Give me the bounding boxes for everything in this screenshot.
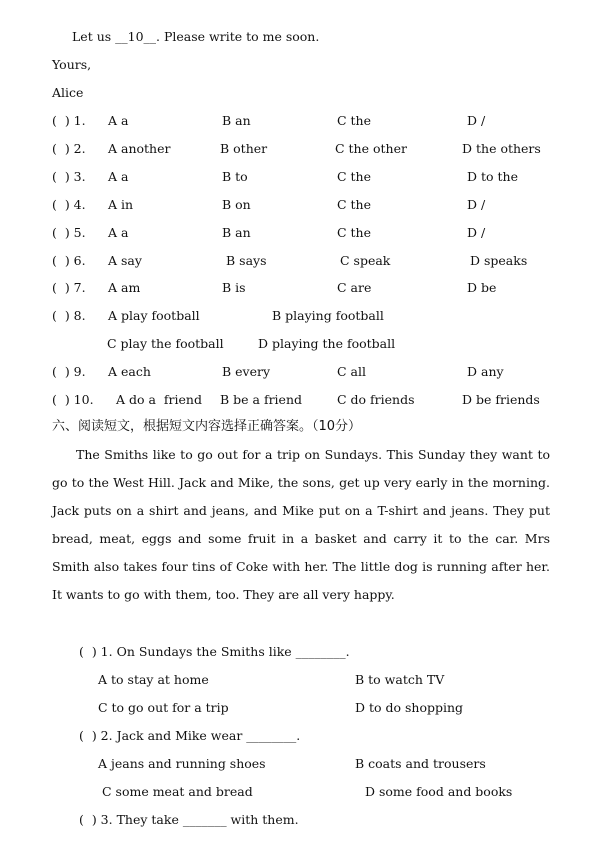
option-b: B an	[222, 113, 251, 128]
option-d: D be	[467, 280, 497, 295]
option-c: C do friends	[337, 392, 415, 407]
option-b: B to	[222, 169, 248, 184]
option-d: D to do shopping	[355, 700, 464, 715]
option-c: C the	[337, 225, 372, 240]
option-b: B every	[222, 364, 271, 379]
option-a: A am	[108, 280, 141, 295]
option-b: B says	[226, 253, 267, 268]
option-c: C the	[337, 197, 372, 212]
option-d: D any	[467, 364, 504, 379]
question-number: ( ) 10.	[52, 392, 94, 407]
question-number: ( ) 2.	[52, 141, 86, 156]
option-d: D some food and books	[365, 784, 513, 799]
option-c: C to go out for a trip	[98, 700, 229, 715]
option-b: B an	[222, 225, 251, 240]
option-b: B playing football	[272, 308, 384, 323]
question-number: ( ) 6.	[52, 253, 86, 268]
option-a: A each	[108, 364, 151, 379]
option-a: A in	[108, 197, 134, 212]
question-stem: ( ) 2. Jack and Mike wear ________.	[79, 728, 301, 743]
question-number: ( ) 8.	[52, 308, 86, 323]
option-c: C speak	[340, 253, 391, 268]
option-a: A do a friend	[116, 392, 202, 407]
option-a: A a	[108, 225, 129, 240]
option-b: B be a friend	[220, 392, 303, 407]
option-b: B coats and trousers	[355, 756, 486, 771]
option-d: D /	[467, 225, 486, 240]
question-number: ( ) 1.	[52, 113, 86, 128]
question-stem: ( ) 3. They take _______ with them.	[79, 812, 299, 827]
question-number: ( ) 7.	[52, 280, 86, 295]
option-d: D /	[467, 113, 486, 128]
question-number: ( ) 5.	[52, 225, 86, 240]
question-stem: ( ) 1. On Sundays the Smiths like ________.	[79, 644, 350, 659]
option-a: A jeans and running shoes	[98, 756, 266, 771]
option-c: C are	[337, 280, 372, 295]
option-d: D the others	[462, 141, 541, 156]
option-c: C the	[337, 169, 372, 184]
option-a: A another	[108, 141, 171, 156]
option-a: A a	[108, 169, 129, 184]
letter-signature: Alice	[52, 85, 84, 100]
option-d: D be friends	[462, 392, 540, 407]
question-number: ( ) 3.	[52, 169, 86, 184]
option-d: D /	[467, 197, 486, 212]
section-heading: 六、阅读短文，根据短文内容选择正确答案。（10分）	[52, 419, 362, 434]
question-number: ( ) 9.	[52, 364, 86, 379]
option-c: C the other	[335, 141, 407, 156]
option-a: A play football	[108, 308, 200, 323]
letter-closing-line: Let us __10__. Please write to me soon.	[72, 29, 320, 44]
option-a: A a	[108, 113, 129, 128]
option-d: D to the	[467, 169, 518, 184]
option-a: A to stay at home	[98, 672, 209, 687]
option-c: C some meat and bread	[102, 784, 253, 799]
option-c: C all	[337, 364, 366, 379]
letter-sign-off: Yours,	[52, 57, 92, 72]
option-c: C play the football	[107, 336, 224, 351]
option-b: B on	[222, 197, 251, 212]
option-b: B other	[220, 141, 268, 156]
question-number: ( ) 4.	[52, 197, 86, 212]
option-b: B is	[222, 280, 246, 295]
option-a: A say	[108, 253, 142, 268]
option-d: D speaks	[470, 253, 528, 268]
option-b: B to watch TV	[355, 672, 445, 687]
option-c: C the	[337, 113, 372, 128]
option-d: D playing the football	[258, 336, 396, 351]
reading-passage: The Smiths like to go out for a trip on Sundays. This Sunday they want to go to the West Hill. Jack and Mike, the sons, get up very early in the morning. Jack puts on a shirt and jeans, and Mike put on a T-shirt and jeans. They put bread, meat, eggs and some fruit in a basket and carry it to the car. Mrs Smith also takes four tins of Coke with her. The little dog is running after her. It wants to go with them, too. They are all very happy.	[52, 447, 550, 602]
